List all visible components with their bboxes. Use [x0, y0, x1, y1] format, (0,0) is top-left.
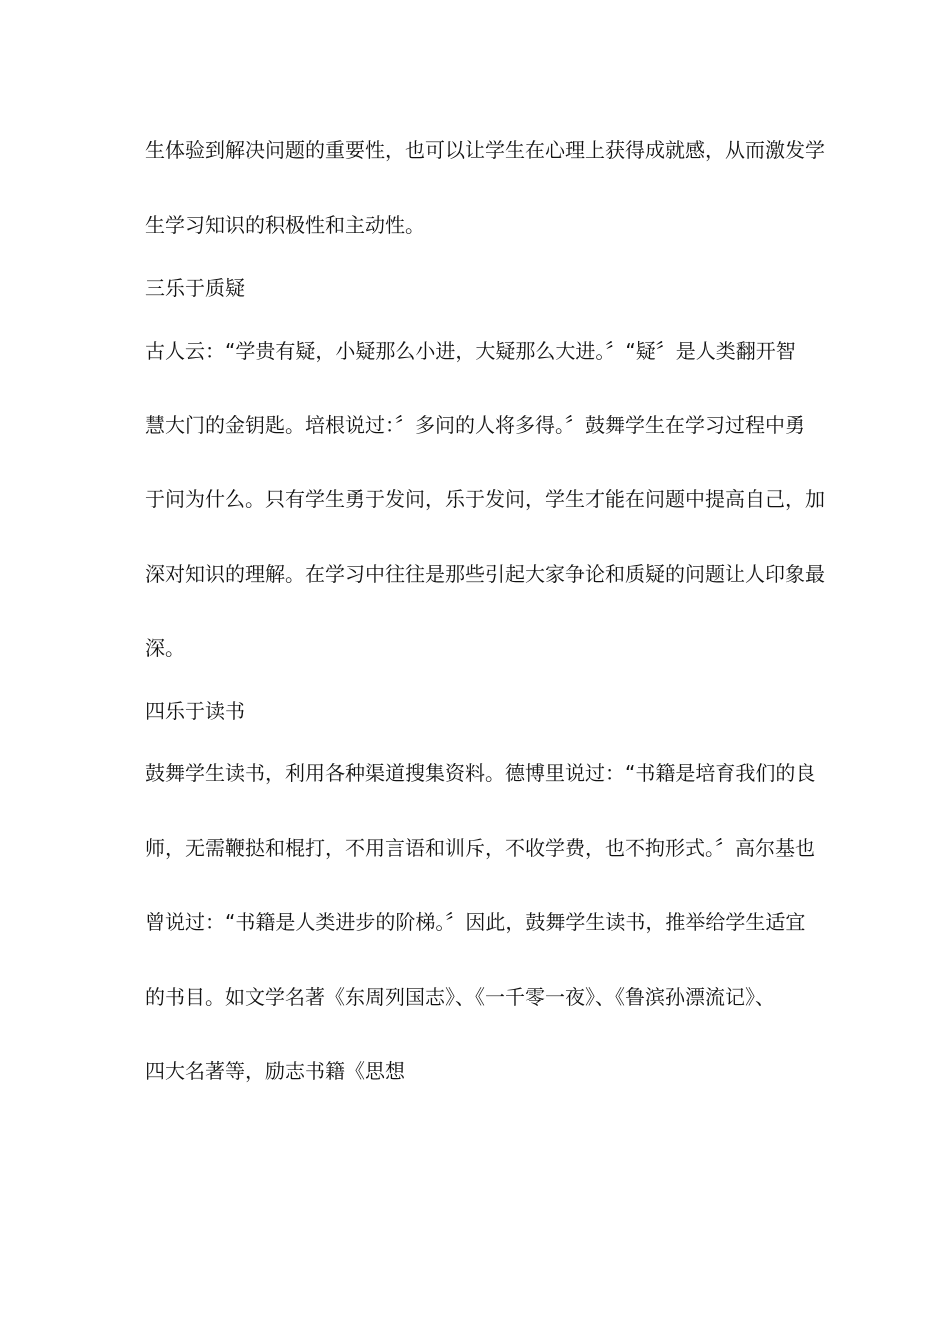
paragraph-line: 慧大门的金钥匙。培根说过：〞多问的人将多得。〞鼓舞学生在学习过程中勇: [145, 413, 805, 437]
paragraph-line: 深对知识的理解。在学习中往往是那些引起大家争论和质疑的问题让人印象最: [145, 562, 825, 586]
paragraph-line: 四大名著等，励志书籍《思想: [145, 1059, 405, 1083]
paragraph-line: 鼓舞学生读书，利用各种渠道搜集资料。德博里说过：“书籍是培育我们的良: [145, 761, 816, 785]
paragraph-line: 生体验到解决问题的重要性，也可以让学生在心理上获得成就感，从而激发学: [145, 138, 825, 162]
paragraph-line: 于问为什么。只有学生勇于发问，乐于发问，学生才能在问题中提高自己，加: [145, 487, 825, 511]
paragraph-line: 曾说过：“书籍是人类进步的阶梯。〞因此，鼓舞学生读书，推举给学生适宜: [145, 910, 806, 934]
paragraph-line: 的书目。如文学名著《东周列国志》、《一千零一夜》、《鲁滨孙漂流记》、: [145, 985, 775, 1009]
paragraph-line: 生学习知识的积极性和主动性。: [145, 213, 425, 237]
paragraph-line: 师，无需鞭挞和棍打，不用言语和训斥，不收学费，也不拘形式。〞高尔基也: [145, 836, 815, 860]
section-heading: 三乐于质疑: [145, 276, 245, 300]
paragraph-line: 古人云：“学贵有疑，小疑那么小进，大疑那么大进。〞“疑〞是人类翻开智: [145, 339, 796, 363]
paragraph-line: 深。: [145, 636, 185, 660]
section-heading: 四乐于读书: [145, 699, 245, 723]
